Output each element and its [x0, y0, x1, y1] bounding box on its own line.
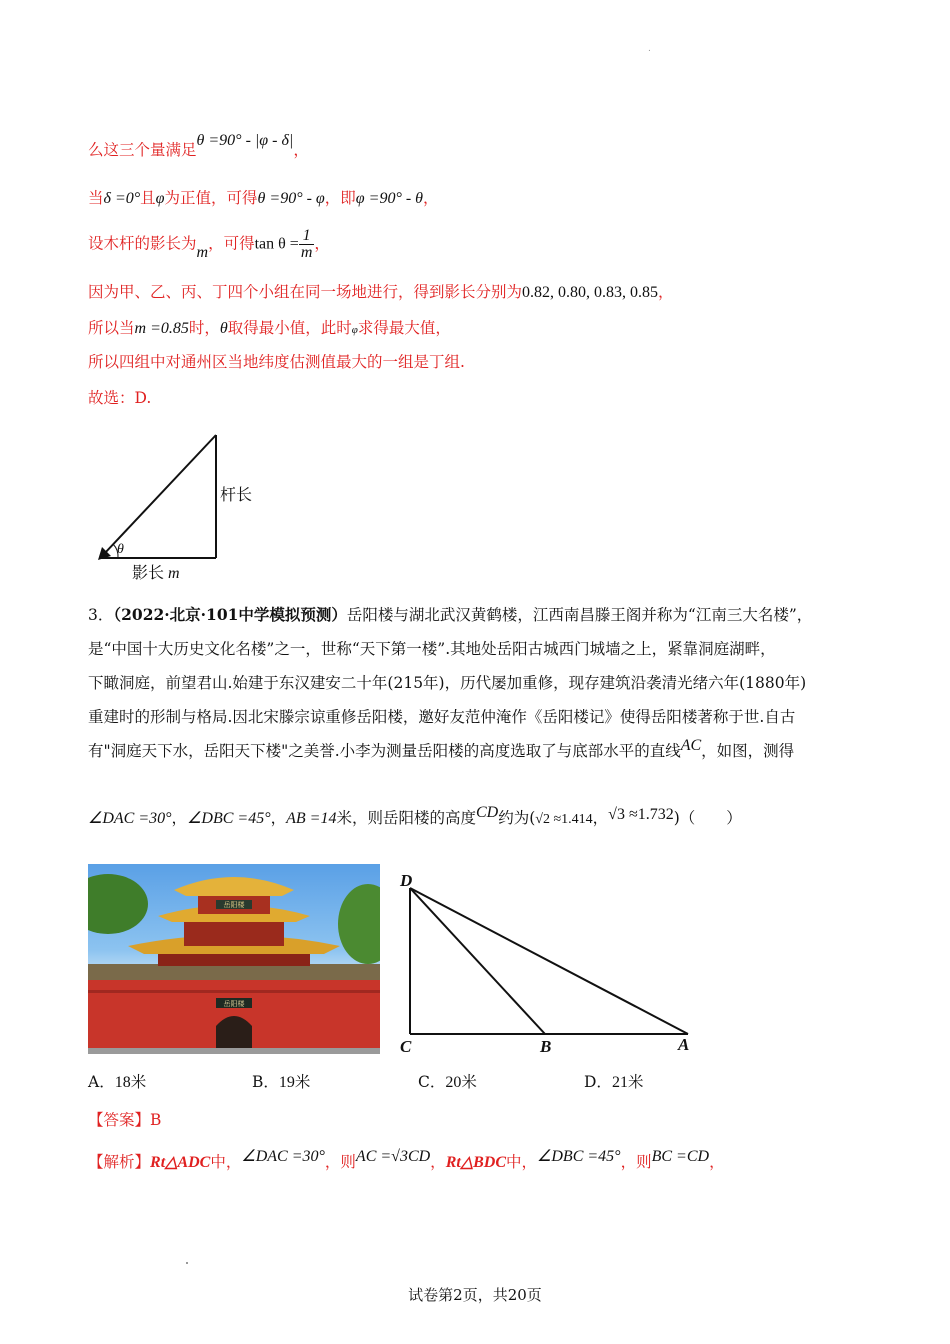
- footer-mark: [186, 1262, 188, 1264]
- option-unit: 米: [294, 1073, 311, 1091]
- solution-line-1: 么这三个量满足θ =90° - |φ - δ|，: [88, 132, 309, 159]
- math-expr: θ =90° - φ: [257, 190, 325, 207]
- option-value: 18: [114, 1074, 131, 1091]
- math-expr: CD: [475, 804, 499, 821]
- fraction-denominator: m: [300, 244, 313, 261]
- header-mark: .: [648, 44, 651, 54]
- option-letter: C．: [418, 1073, 446, 1091]
- text: ，可得: [208, 234, 255, 253]
- photo-sign-text: 岳阳楼: [223, 901, 245, 909]
- text: ，即: [324, 189, 356, 207]
- text: 求得最大值，: [357, 319, 451, 337]
- math-expr: φ: [351, 324, 358, 336]
- math-expr: m =0.85: [134, 320, 189, 337]
- angle-label: θ: [117, 542, 124, 557]
- question-text: ，如图，测得: [701, 742, 795, 760]
- math-expr: ∠DBC =45°: [537, 1148, 621, 1165]
- option-a[interactable]: [88, 1070, 146, 1092]
- math-expr: AB =14: [286, 810, 337, 827]
- question-source: （2022·北京·101中学模拟预测）: [113, 605, 347, 624]
- fraction: [299, 228, 315, 261]
- option-d[interactable]: [584, 1070, 643, 1092]
- point-B-label: B: [540, 1037, 552, 1056]
- segment-DB: [410, 888, 545, 1034]
- text: 当: [88, 189, 104, 207]
- option-unit: 米: [627, 1073, 644, 1091]
- option-value: 20: [445, 1074, 462, 1091]
- question-line-3: 下瞰洞庭，前望君山.始建于东汉建安二十年(215年)，历代屡加重修，现存建筑沿袭清光绪六年(1880年): [88, 674, 807, 692]
- point-C-label: C: [400, 1037, 412, 1056]
- option-value: 19: [278, 1074, 295, 1091]
- text: 么这三个量满足: [88, 141, 197, 159]
- math-expr: θ: [219, 320, 228, 337]
- point-A-label: A: [678, 1035, 690, 1054]
- answer-label: 【答案】: [88, 1111, 151, 1129]
- text: ，: [171, 809, 188, 827]
- solution-line-7: 故选：D.: [88, 389, 152, 407]
- math-expr: 0.82, 0.80, 0.83, 0.85: [522, 284, 659, 301]
- math-expr: √3 ≈1.732: [608, 806, 674, 823]
- math-expr: δ =0°: [103, 190, 141, 207]
- text: ，则: [620, 1153, 652, 1171]
- option-c[interactable]: [418, 1070, 477, 1092]
- answer-line: [88, 1108, 161, 1130]
- question-number: 3．: [88, 606, 114, 624]
- option-b[interactable]: [252, 1070, 310, 1092]
- option-letter: D．: [584, 1073, 612, 1091]
- text: 且: [140, 189, 156, 207]
- math-expr: ∠DAC =30°: [88, 810, 172, 827]
- text: 取得最小值，此时: [227, 319, 352, 337]
- option-letter: A．: [88, 1073, 115, 1091]
- answer-value: B: [150, 1111, 162, 1129]
- math-expr: √2 ≈1.414: [535, 812, 593, 827]
- question-line-2: 是“中国十大历史文化名楼”之一，世称“天下第一楼”.其地处岳阳古城西门城墙之上，紧靠洞庭湖畔，: [88, 640, 776, 658]
- solution-line-3: [88, 228, 330, 261]
- math-expr: AC: [680, 737, 702, 754]
- text: 中，: [506, 1153, 538, 1171]
- math-expr: φ: [155, 190, 165, 207]
- text: )（ ）: [673, 809, 742, 827]
- question-line-1: [88, 598, 868, 632]
- text: 为正值，可得: [164, 189, 258, 207]
- math-expr: BC =CD: [651, 1148, 710, 1165]
- text: 设木杆的影长为: [88, 234, 197, 253]
- solution-line-4: [88, 280, 674, 302]
- page-footer: 试卷第2页，共20页: [408, 1286, 542, 1304]
- question-line-4: 重建时的形制与格局.因北宋滕宗谅重修岳阳楼，邀好友范仲淹作《岳阳楼记》使得岳阳楼著称于世.自古: [88, 708, 796, 726]
- point-D-label: D: [400, 871, 413, 890]
- text: 米，则岳阳楼的高度: [336, 809, 476, 827]
- math-expr: ∠DAC =30°: [241, 1148, 325, 1165]
- text: ，: [270, 809, 287, 827]
- question-3: [88, 598, 868, 769]
- option-unit: 米: [130, 1073, 147, 1091]
- solution-line-6: 所以四组中对通州区当地纬度估测值最大的一组是丁组.: [88, 353, 465, 371]
- text: ，: [314, 234, 330, 253]
- text: ，: [423, 189, 439, 207]
- question-conditions: [88, 806, 742, 828]
- solution-line-2: [88, 186, 439, 208]
- text: ，则: [324, 1153, 356, 1171]
- shadow-label: 影长: [132, 563, 165, 582]
- segment-DA: [410, 888, 688, 1034]
- fraction-numerator: 1: [299, 228, 315, 245]
- math-expr: ∠DBC =45°: [187, 810, 271, 827]
- math-expr: Rt△ADC: [150, 1154, 211, 1171]
- yueyang-tower-photo: [88, 864, 380, 1054]
- analysis-label: 【解析】: [88, 1153, 151, 1171]
- solution-line-5: [88, 316, 451, 338]
- shadow-triangle-figure: [88, 430, 278, 590]
- option-value: 21: [611, 1074, 628, 1091]
- option-unit: 米: [461, 1073, 477, 1091]
- text: 所以当: [88, 319, 135, 337]
- math-expr: AC =√3CD: [355, 1148, 431, 1165]
- question-line-5: [88, 734, 868, 769]
- question-text: 有"洞庭天下水，岳阳天下楼"之美誉.小李为测量岳阳楼的高度选取了与底部水平的直线: [88, 742, 681, 760]
- pole-label: 杆长: [220, 485, 253, 504]
- math-expr: θ =90° - |φ - δ|: [196, 132, 294, 149]
- shadow-m-label: m: [168, 565, 180, 582]
- text: 约为(: [498, 809, 536, 827]
- math-expr: φ =90° - θ: [355, 190, 424, 207]
- text: 中，: [210, 1153, 242, 1171]
- math-expr: m: [196, 243, 209, 261]
- question-text: 岳阳楼与湖北武汉黄鹤楼，江西南昌滕王阁并称为“江南三大名楼”，: [346, 606, 813, 624]
- text: ，: [430, 1153, 446, 1171]
- option-letter: B．: [252, 1073, 279, 1091]
- math-expr: tan θ =: [254, 235, 299, 253]
- sun-ray-line: [104, 435, 216, 554]
- analysis-line: [88, 1150, 725, 1172]
- math-expr: Rt△BDC: [445, 1154, 507, 1171]
- photo-plaque-text: 岳阳楼: [223, 1000, 245, 1008]
- geometry-figure: [396, 868, 706, 1060]
- text: ，: [592, 809, 609, 827]
- tower-illustration: [88, 864, 380, 1054]
- text: 时，: [188, 319, 220, 337]
- text: ，: [658, 283, 674, 301]
- text: ，: [709, 1153, 725, 1171]
- text: 因为甲、乙、丙、丁四个小组在同一场地进行，得到影长分别为: [88, 283, 523, 301]
